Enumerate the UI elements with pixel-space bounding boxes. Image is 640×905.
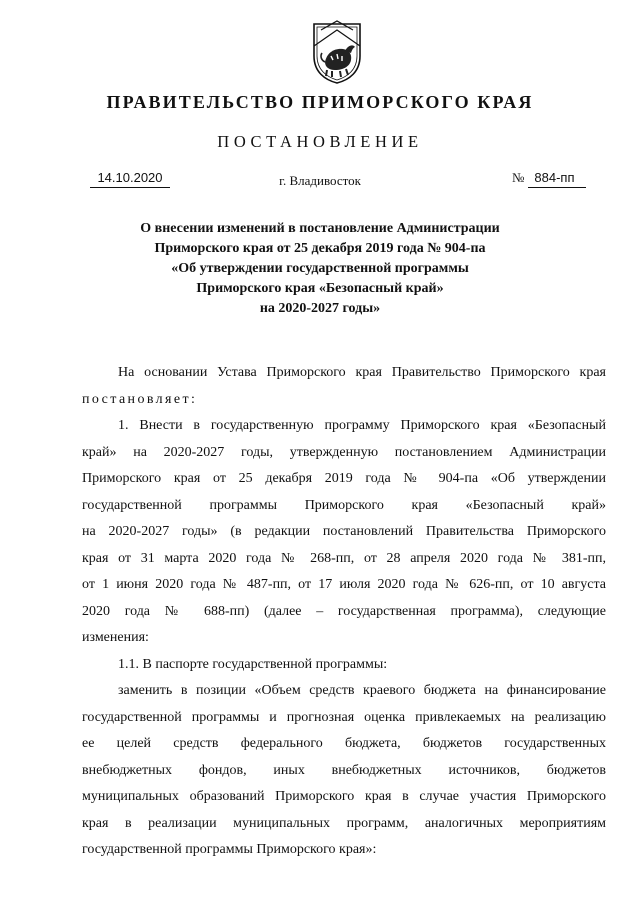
- document-body: [82, 360, 606, 864]
- body-line: от 1 июня 2020 года № 487-пп, от 17 июля 2020 года № 626-пп, от 10 августа: [82, 577, 606, 592]
- body-line: края в реализации муниципальных программ, аналогичных мероприятиям: [82, 815, 606, 831]
- document-date: 14.10.2020: [90, 170, 170, 188]
- coat-of-arms-emblem: [311, 18, 363, 84]
- body-line: Приморского края от 25 декабря 2019 года № 904-па «Об утверждении: [82, 471, 606, 486]
- body-line: край» на 2020-2027 годы, утвержденную постановлением Администрации: [82, 444, 606, 460]
- body-line: государственной программы Приморского края»:: [82, 842, 377, 857]
- document-type: ПОСТАНОВЛЕНИЕ: [217, 132, 423, 151]
- body-line: 1. Внести в государственную программу Приморского края «Безопасный: [118, 418, 606, 433]
- number-sign: №: [512, 170, 525, 185]
- body-line: заменить в позиции «Объем средств краевого бюджета на финансирование: [118, 683, 606, 698]
- body-line: На основании Устава Приморского края Правительство Приморского края: [118, 365, 606, 380]
- body-line: 1.1. В паспорте государственной программы:: [118, 656, 388, 672]
- body-line: на 2020-2027 годы» (в редакции постановлений Правительства Приморского: [82, 524, 606, 539]
- body-line: края от 31 марта 2020 года № 268-пп, от 28 апреля 2020 года № 381-пп,: [82, 550, 606, 566]
- document-subject: [110, 219, 530, 319]
- document-city: г. Владивосток: [279, 173, 361, 188]
- body-line: государственной программы Приморского края «Безопасный край»: [82, 497, 606, 513]
- subject-line: Приморского края «Безопасный край»: [196, 281, 444, 296]
- document-number: [512, 170, 586, 188]
- subject-line: на 2020-2027 годы»: [259, 301, 381, 316]
- body-line: ее целей средств федерального бюджета, бюджетов государственных: [82, 736, 606, 751]
- subject-line: О внесении изменений в постановление Администрации: [140, 221, 500, 236]
- government-title: ПРАВИТЕЛЬСТВО ПРИМОРСКОГО КРАЯ: [106, 92, 534, 112]
- body-line: постановляет:: [82, 391, 198, 407]
- body-line: муниципальных образований Приморского края в случае участия Приморского: [82, 789, 606, 804]
- body-line: внебюджетных фондов, иных внебюджетных источников, бюджетов: [82, 762, 606, 778]
- body-line: изменения:: [82, 630, 149, 645]
- subject-line: «Об утверждении государственной программы: [171, 261, 469, 276]
- subject-line: Приморского края от 25 декабря 2019 года № 904-па: [154, 241, 486, 256]
- body-line: 2020 года № 688-пп) (далее – государственная программа), следующие: [82, 603, 606, 619]
- body-line: государственной программы и прогнозная оценка привлекаемых на реализацию: [82, 709, 606, 725]
- number-value: 884-пп: [528, 170, 586, 188]
